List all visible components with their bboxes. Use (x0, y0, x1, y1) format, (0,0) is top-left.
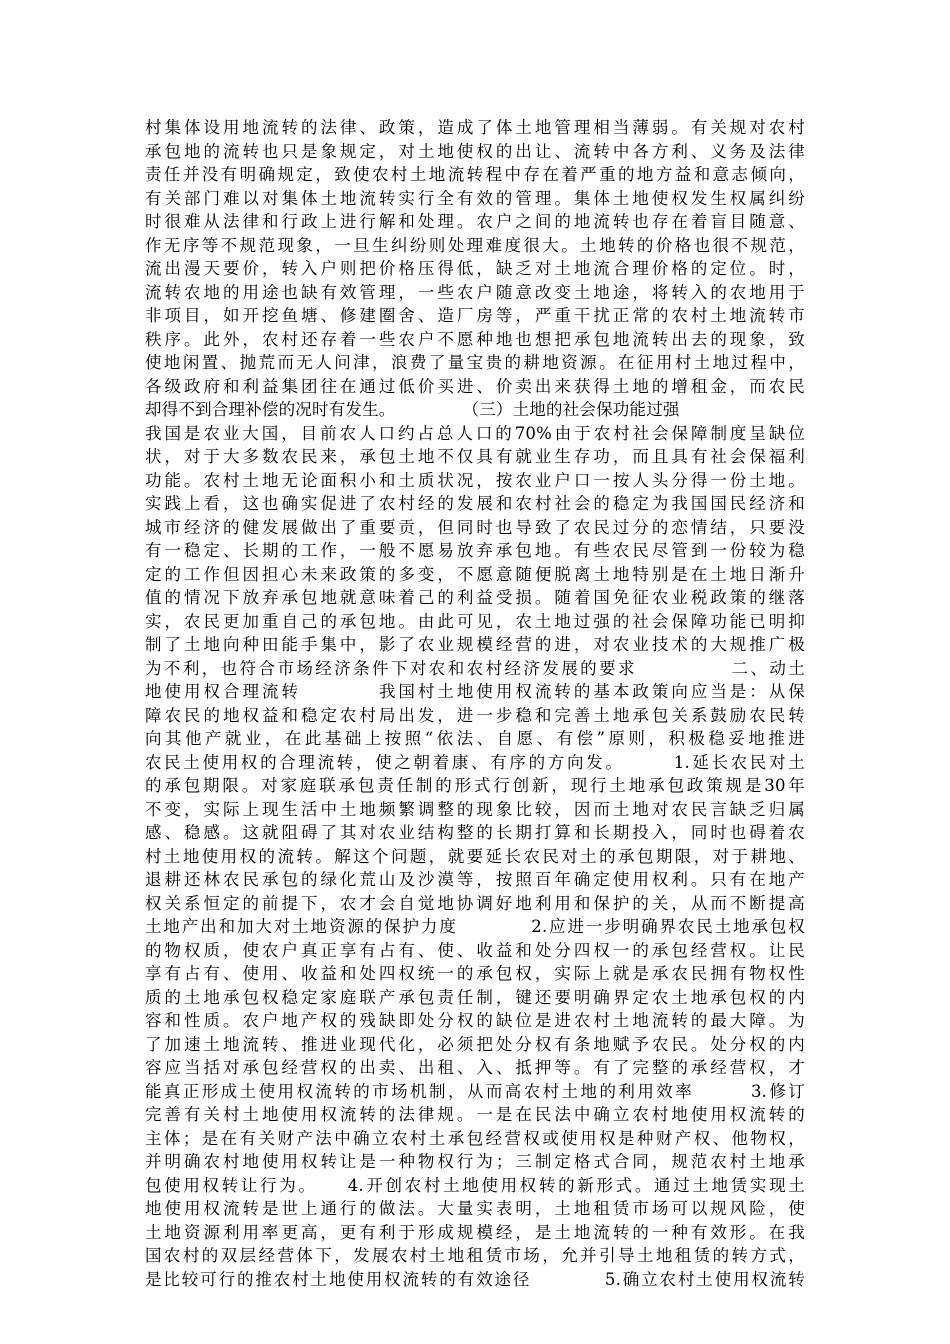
text-line: 时很难从法律和行政上进行解和处理。农户之间的地流转也存在着盲目随意、 (145, 212, 805, 231)
text-line: 定的工作但因担心未来政策的多变，不愿意随便脱离土地特别是在土地日渐升 (145, 564, 805, 584)
text-line: 土地产出和加大对土地资源的保护力度 2.应进一步明确界农民土地承包权 (145, 917, 805, 936)
text-line: 实践上看，这也确实促进了农村经的发展和农村社会的稳定为我国国民经济和 (145, 494, 805, 513)
text-line: 使地闲置、抛荒而无人问津，浪费了量宝贵的耕地资源。在征用村土地过程中， (145, 353, 805, 372)
text-line: 向其他产就业，在此基础上按照“依法、自愿、有偿”原则，积极稳妥地推进 (145, 729, 805, 748)
text-line: 并明确农村地使用权转让是一种物权行为；三制定格式合同，规范农村土地承 (145, 1152, 805, 1171)
text-line: 感、稳感。这就阻碍了其对农业结构整的长期打算和长期投入，同时也碍着农 (145, 823, 805, 842)
text-line: 为不利，也符合市场经济条件下对农和农村经济发展的要求 二、动土 (145, 658, 805, 678)
text-line: 质的土地承包权稳定家庭联产承包责任制，键还要明确界定农土地承包权的内 (145, 987, 805, 1007)
text-line: 流转农地的用途也缺有效管理，一些农户随意改变土地途，将转入的农地用于 (145, 282, 805, 302)
text-line: 容和性质。农户地产权的残缺即处分权的缺位是进农村土地流转的最大障。为 (145, 1011, 805, 1030)
text-line: 秩序。此外，农村还存着一些农户不愿种地也想把承包地流转出去的现象，致 (145, 329, 805, 349)
text-line: 权关系恒定的前提下，农才会自觉地协调好地利用和保护的关，从而不断提高 (145, 893, 805, 913)
text-line: 主体；是在有关财产法中确立农村土承包经营权或使用权是种财产权、他物权， (145, 1128, 805, 1148)
text-line: 村集体设用地流转的法律、政策，造成了体土地管理相当薄弱。有关规对农村 (145, 118, 805, 137)
text-line: 享有占有、使用、收益和处四权统一的承包权，实际上就是承农民拥有物权性 (145, 964, 805, 983)
text-line: 有一稳定、长期的工作，一般不愿易放弃承包地。有些农民尽管到一份较为稳 (145, 541, 805, 560)
text-line: 却得不到合理补偿的况时有发生。 （三）土地的社会保功能过强 (145, 400, 680, 419)
text-line: 承包地的流转也只是象规定，对土地使权的出让、流转中各方利、义务及法律 (145, 141, 805, 161)
text-line: 容应当括对承包经营权的出卖、出租、入、抵押等。有了完整的承经营权，才 (145, 1058, 805, 1077)
text-line: 值的情况下放弃承包地就意味着己的利益受损。随着国免征农业税政策的继落 (145, 588, 805, 607)
text-line: 有关部门难以对集体土地流转实行全有效的管理。集体土地使权发生权属纠纷 (145, 188, 805, 208)
text-line: 制了土地向种田能手集中，影了农业规模经营的进，对农业技术的大规推广极 (145, 635, 805, 654)
text-line: 流出漫天要价，转入户则把价格压得低，缺乏对土地流合理价格的定位。时， (145, 259, 805, 278)
text-line: 各级政府和利益集团往在通过低价买进、价卖出来获得土地的增租金，而农民 (145, 376, 805, 396)
text-line: 不变，实际上现生活中土地频繁调整的现象比较，因而土地对农民言缺乏归属 (145, 799, 805, 819)
text-line: 地使用权合理流转 我国村土地使用权流转的基本政策向应当是：从保 (145, 682, 805, 701)
text-line: 包使用权转让行为。 4.开创农村土地使用权转的新形式。通过土地赁实现土 (145, 1175, 805, 1195)
text-line: 状，对于大多数农民来，承包土地不仅具有就业生存功，而且具有社会保福利 (145, 447, 805, 466)
text-line: 村土地使用权的流转。解这个问题，就要延长农民对土的承包期限，对于耕地、 (145, 846, 805, 866)
text-line: 国农村的双层经营体下，发展农村土地租赁市场，允并引导土地租赁的转方式， (145, 1246, 805, 1265)
text-line: 农民土使用权的合理流转，使之朝着康、有序的方向发。 1.延长农民对土 (145, 752, 805, 772)
text-line: 责任并没有明确规定，致使农村土地流转程中存在着严重的地方益和意志倾向， (145, 165, 805, 184)
text-line: 非项目，如开挖鱼塘、修建圈舍、造厂房等，严重干扰正常的农村土地流转市 (145, 306, 805, 325)
text-line: 功能。农村土地无论面积小和土质状况，按农业户口一按人头分得一份土地。 (145, 470, 805, 490)
text-line: 完善有关村土地使用权流转的法律规。一是在民法中确立农村地使用权流转的 (145, 1105, 805, 1124)
text-line: 是比较可行的推农村土地使用权流转的有效途径 5.确立农村土使用权流转 (145, 1269, 805, 1289)
text-line: 退耕还林农民承包的绿化荒山及沙漠等，按照百年确定使用权利。只有在地产 (145, 870, 805, 889)
text-line: 能真正形成土使用权流转的市场机制，从而高农村土地的利用效率 3.修订 (145, 1081, 805, 1101)
text-line: 土地资源利用率更高，更有利于形成规模经，是土地流转的一种有效形。在我 (145, 1222, 805, 1242)
text-line: 了加速土地流转、推进业现代化，必须把处分权有条地赋予农民。处分权的内 (145, 1034, 805, 1054)
document-page (145, 116, 805, 1291)
text-line: 我国是农业大国，目前农人口约占总人口的70%由于农村社会保障制度呈缺位 (145, 423, 805, 443)
text-line: 作无序等不规范现象，一旦生纠纷则处理难度很大。土地转的价格也很不规范， (145, 235, 805, 255)
text-line: 地使用权流转是世上通行的做法。大量实表明，土地租赁市场可以规风险，使 (145, 1199, 805, 1218)
text-line: 的承包期限。对家庭联承包责任制的形式行创新，现行土地承包政策规是30年 (145, 776, 805, 795)
text-line: 实，农民更加重自己的承包地。由此可见，农土地过强的社会保障功能已明抑 (145, 611, 805, 631)
text-line: 的物权质，使农户真正享有占有、使、收益和处分四权一的承包经营权。让民 (145, 940, 805, 960)
text-line: 障农民的地权益和稳定农村局出发，进一步稳和完善土地承包关系鼓励农民转 (145, 705, 805, 725)
text-line: 城市经济的健发展做出了重要贡，但同时也导致了农民过分的恋情结，只要没 (145, 517, 805, 537)
